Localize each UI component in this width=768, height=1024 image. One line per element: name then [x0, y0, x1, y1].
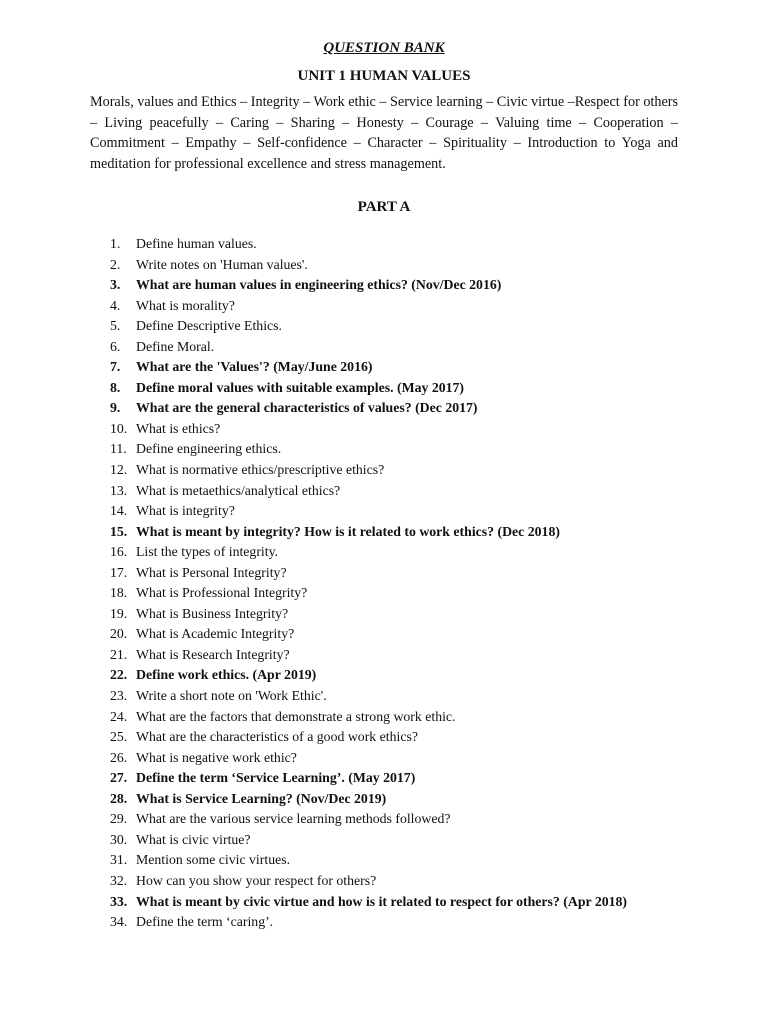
question-text: What are the characteristics of a good work ethics?: [136, 729, 418, 745]
question-number: 19.: [110, 605, 128, 621]
unit-title: UNIT 1 HUMAN VALUES: [297, 68, 471, 84]
question-number: 17.: [110, 564, 128, 580]
question-text: What is normative ethics/prescriptive ethics?: [136, 462, 385, 478]
question-text: Define moral values with suitable examples. (May 2017): [136, 379, 465, 395]
question-number: 30.: [110, 831, 128, 847]
question-number: 25.: [110, 729, 128, 745]
question-text: Define Moral.: [136, 338, 215, 354]
question-text: What are the general characteristics of values? (Dec 2017): [136, 400, 478, 416]
question-number: 1.: [110, 236, 121, 251]
question-number: 7.: [110, 359, 121, 375]
question-text: What is meant by integrity? How is it related to work ethics? (Dec 2018): [136, 523, 560, 539]
question-number: 27.: [110, 770, 128, 786]
question-number: 16.: [110, 544, 128, 560]
question-number: 8.: [110, 379, 121, 395]
question-text: What are the 'Values'? (May/June 2016): [136, 359, 373, 375]
document-title: QUESTION BANK: [323, 40, 445, 56]
question-text: List the types of integrity.: [136, 544, 279, 560]
question-number: 5.: [110, 318, 121, 334]
question-text: What is ethics?: [136, 420, 221, 436]
question-number: 23.: [110, 688, 128, 704]
question-text: What is Professional Integrity?: [136, 585, 308, 601]
question-number: 14.: [110, 503, 128, 519]
question-text: Define human values.: [136, 236, 257, 251]
syllabus-paragraph: Morals, values and Ethics – Integrity – Work ethic – Service learning – Civic virtue –Respect for others – Living peacefully – Caring – Sharing – Honesty – Courage – Valuing time – Cooperation – Commitment – Empathy – Self-confidence – Character – Spirituality – Introduction to Yoga and meditation for professional excellence and stress management.: [90, 94, 679, 172]
question-text: What is integrity?: [136, 503, 235, 519]
question-number: 26.: [110, 749, 128, 765]
question-number: 22.: [110, 667, 128, 683]
question-text: What is morality?: [136, 297, 235, 313]
question-text: What is Business Integrity?: [136, 605, 289, 621]
question-number: 11.: [110, 441, 127, 457]
question-text: What is Personal Integrity?: [136, 564, 287, 580]
question-number: 13.: [110, 482, 128, 498]
question-number: 12.: [110, 462, 128, 478]
question-text: What is meant by civic virtue and how is it related to respect for others? (Apr 2018): [136, 893, 628, 909]
question-number: 10.: [110, 420, 128, 436]
question-number: 34.: [110, 914, 128, 930]
question-text: What is civic virtue?: [136, 831, 251, 847]
question-text: Define Descriptive Ethics.: [136, 318, 282, 334]
question-number: 3.: [110, 277, 121, 293]
question-number: 28.: [110, 790, 128, 806]
part-heading: PART A: [357, 199, 411, 215]
question-number: 4.: [110, 297, 121, 313]
question-text: What is metaethics/analytical ethics?: [136, 482, 341, 498]
question-text: What is negative work ethic?: [136, 749, 297, 765]
question-text: What is Service Learning? (Nov/Dec 2019): [136, 790, 387, 806]
question-text: What are the various service learning methods followed?: [136, 811, 451, 827]
question-number: 32.: [110, 872, 128, 888]
question-text: Define work ethics. (Apr 2019): [136, 667, 317, 683]
question-number: 31.: [110, 852, 128, 868]
question-text: What are human values in engineering ethics? (Nov/Dec 2016): [136, 277, 502, 293]
question-number: 2.: [110, 256, 121, 272]
question-number: 20.: [110, 626, 128, 642]
question-text: Define engineering ethics.: [136, 441, 282, 457]
question-text: What is Academic Integrity?: [136, 626, 295, 642]
question-number: 18.: [110, 585, 128, 601]
question-number: 15.: [110, 523, 128, 539]
question-text: Write a short note on 'Work Ethic'.: [136, 688, 327, 704]
question-text: Write notes on 'Human values'.: [136, 256, 308, 272]
question-number: 6.: [110, 338, 121, 354]
question-text: What is Research Integrity?: [136, 646, 290, 662]
question-text: What are the factors that demonstrate a strong work ethic.: [136, 708, 456, 724]
question-number: 33.: [110, 893, 128, 909]
question-number: 9.: [110, 400, 121, 416]
question-text: Mention some civic virtues.: [136, 852, 291, 868]
question-text: Define the term ‘Service Learning’. (May 2017): [136, 770, 416, 786]
question-number: 21.: [110, 646, 128, 662]
question-text: How can you show your respect for others?: [136, 872, 377, 888]
question-number: 24.: [110, 708, 128, 724]
question-number: 29.: [110, 811, 128, 827]
question-text: Define the term ‘caring’.: [136, 914, 274, 930]
